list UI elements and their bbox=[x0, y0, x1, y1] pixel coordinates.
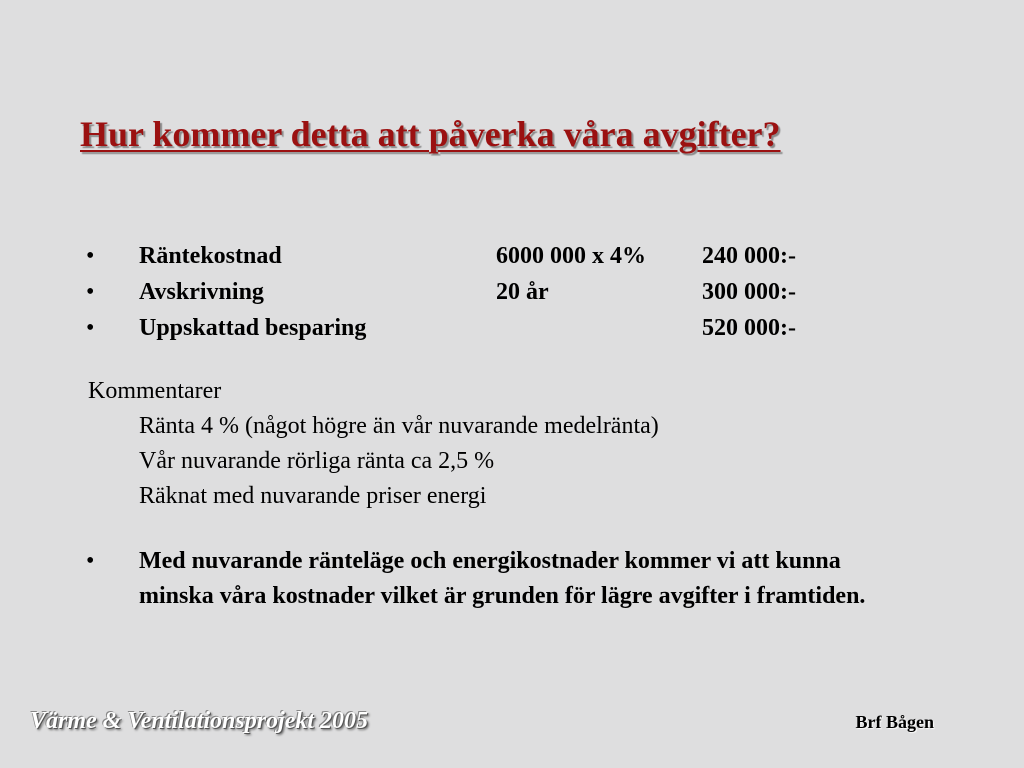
comments-section bbox=[88, 374, 659, 514]
cost-label: Avskrivning bbox=[139, 279, 264, 305]
cost-amount: 520 000:- bbox=[702, 315, 796, 341]
footer-project-name: Värme & Ventilationsprojekt 2005 bbox=[30, 708, 369, 734]
cost-label: Räntekostnad bbox=[139, 243, 282, 269]
cost-label: Uppskattad besparing bbox=[139, 315, 367, 341]
slide-title: Hur kommer detta att påverka våra avgifter? bbox=[80, 114, 781, 154]
bullet-icon: • bbox=[86, 279, 95, 305]
comments-heading: Kommentarer bbox=[88, 378, 222, 404]
comment-line: Vår nuvarande rörliga ränta ca 2,5 % bbox=[139, 448, 495, 474]
cost-amount: 240 000:- bbox=[702, 243, 796, 269]
comment-line: Ränta 4 % (något högre än vår nuvarande medelränta) bbox=[139, 413, 659, 439]
cost-calculation: 20 år bbox=[496, 279, 549, 305]
bullet-icon: • bbox=[86, 548, 95, 574]
conclusion bbox=[86, 544, 886, 614]
footer-organization: Brf Bågen bbox=[855, 712, 934, 732]
comment-line: Räknat med nuvarande priser energi bbox=[139, 483, 487, 509]
bullet-icon: • bbox=[86, 243, 95, 269]
conclusion-text: Med nuvarande ränteläge och energikostnader kommer vi att kunna minska våra kostnader vilket är grunden för lägre avgifter i framtiden. bbox=[139, 548, 866, 609]
bullet-icon: • bbox=[86, 315, 95, 341]
cost-amount: 300 000:- bbox=[702, 279, 796, 305]
cost-calculation: 6000 000 x 4% bbox=[496, 243, 646, 269]
